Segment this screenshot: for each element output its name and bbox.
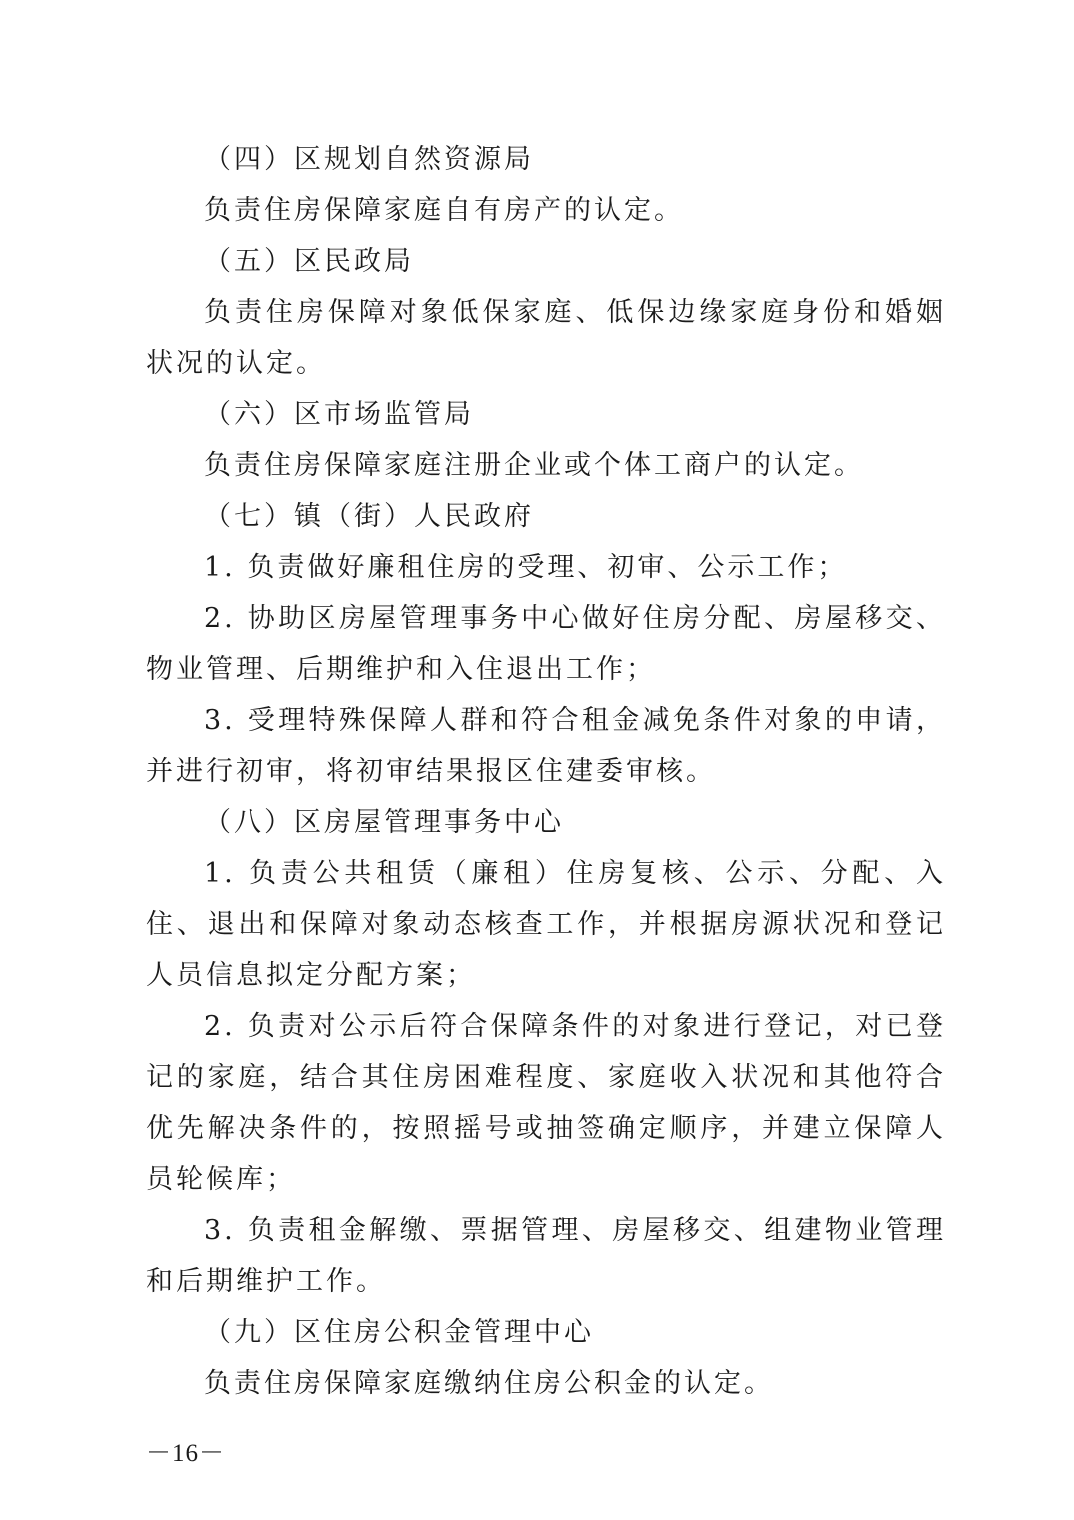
body-paragraph: 负责住房保障家庭注册企业或个体工商户的认定。 <box>204 450 864 481</box>
list-item: 1. 负责做好廉租住房的受理、初审、公示工作； <box>204 552 848 583</box>
document-body <box>146 134 946 1409</box>
list-item: 2. 负责对公示后符合保障条件的对象进行登记，对已登记的家庭，结合其住房困难程度、家庭收入状况和其他符合优先解决条件的，按照摇号或抽签确定顺序，并建立保障人员轮候库； <box>146 1011 946 1195</box>
section-heading-9: （九）区住房公积金管理中心 <box>204 1317 594 1348</box>
body-paragraph: 负责住房保障家庭缴纳住房公积金的认定。 <box>204 1368 774 1399</box>
section-heading-8: （八）区房屋管理事务中心 <box>204 807 564 838</box>
list-item: 2. 协助区房屋管理事务中心做好住房分配、房屋移交、物业管理、后期维护和入住退出工作； <box>146 603 946 685</box>
section-heading-6: （六）区市场监管局 <box>204 399 474 430</box>
page-number: －16－ <box>146 1440 226 1467</box>
section-heading-5: （五）区民政局 <box>204 246 414 277</box>
list-item: 1. 负责公共租赁（廉租）住房复核、公示、分配、入住、退出和保障对象动态核查工作，并根据房源状况和登记人员信息拟定分配方案； <box>146 858 946 991</box>
body-paragraph: 负责住房保障对象低保家庭、低保边缘家庭身份和婚姻状况的认定。 <box>146 297 946 379</box>
section-heading-7: （七）镇（街）人民政府 <box>204 501 534 532</box>
section-heading-4: （四）区规划自然资源局 <box>204 144 534 175</box>
body-paragraph: 负责住房保障家庭自有房产的认定。 <box>204 195 684 226</box>
list-item: 3. 负责租金解缴、票据管理、房屋移交、组建物业管理和后期维护工作。 <box>146 1215 946 1297</box>
list-item: 3. 受理特殊保障人群和符合租金减免条件对象的申请，并进行初审，将初审结果报区住建委审核。 <box>146 705 946 787</box>
